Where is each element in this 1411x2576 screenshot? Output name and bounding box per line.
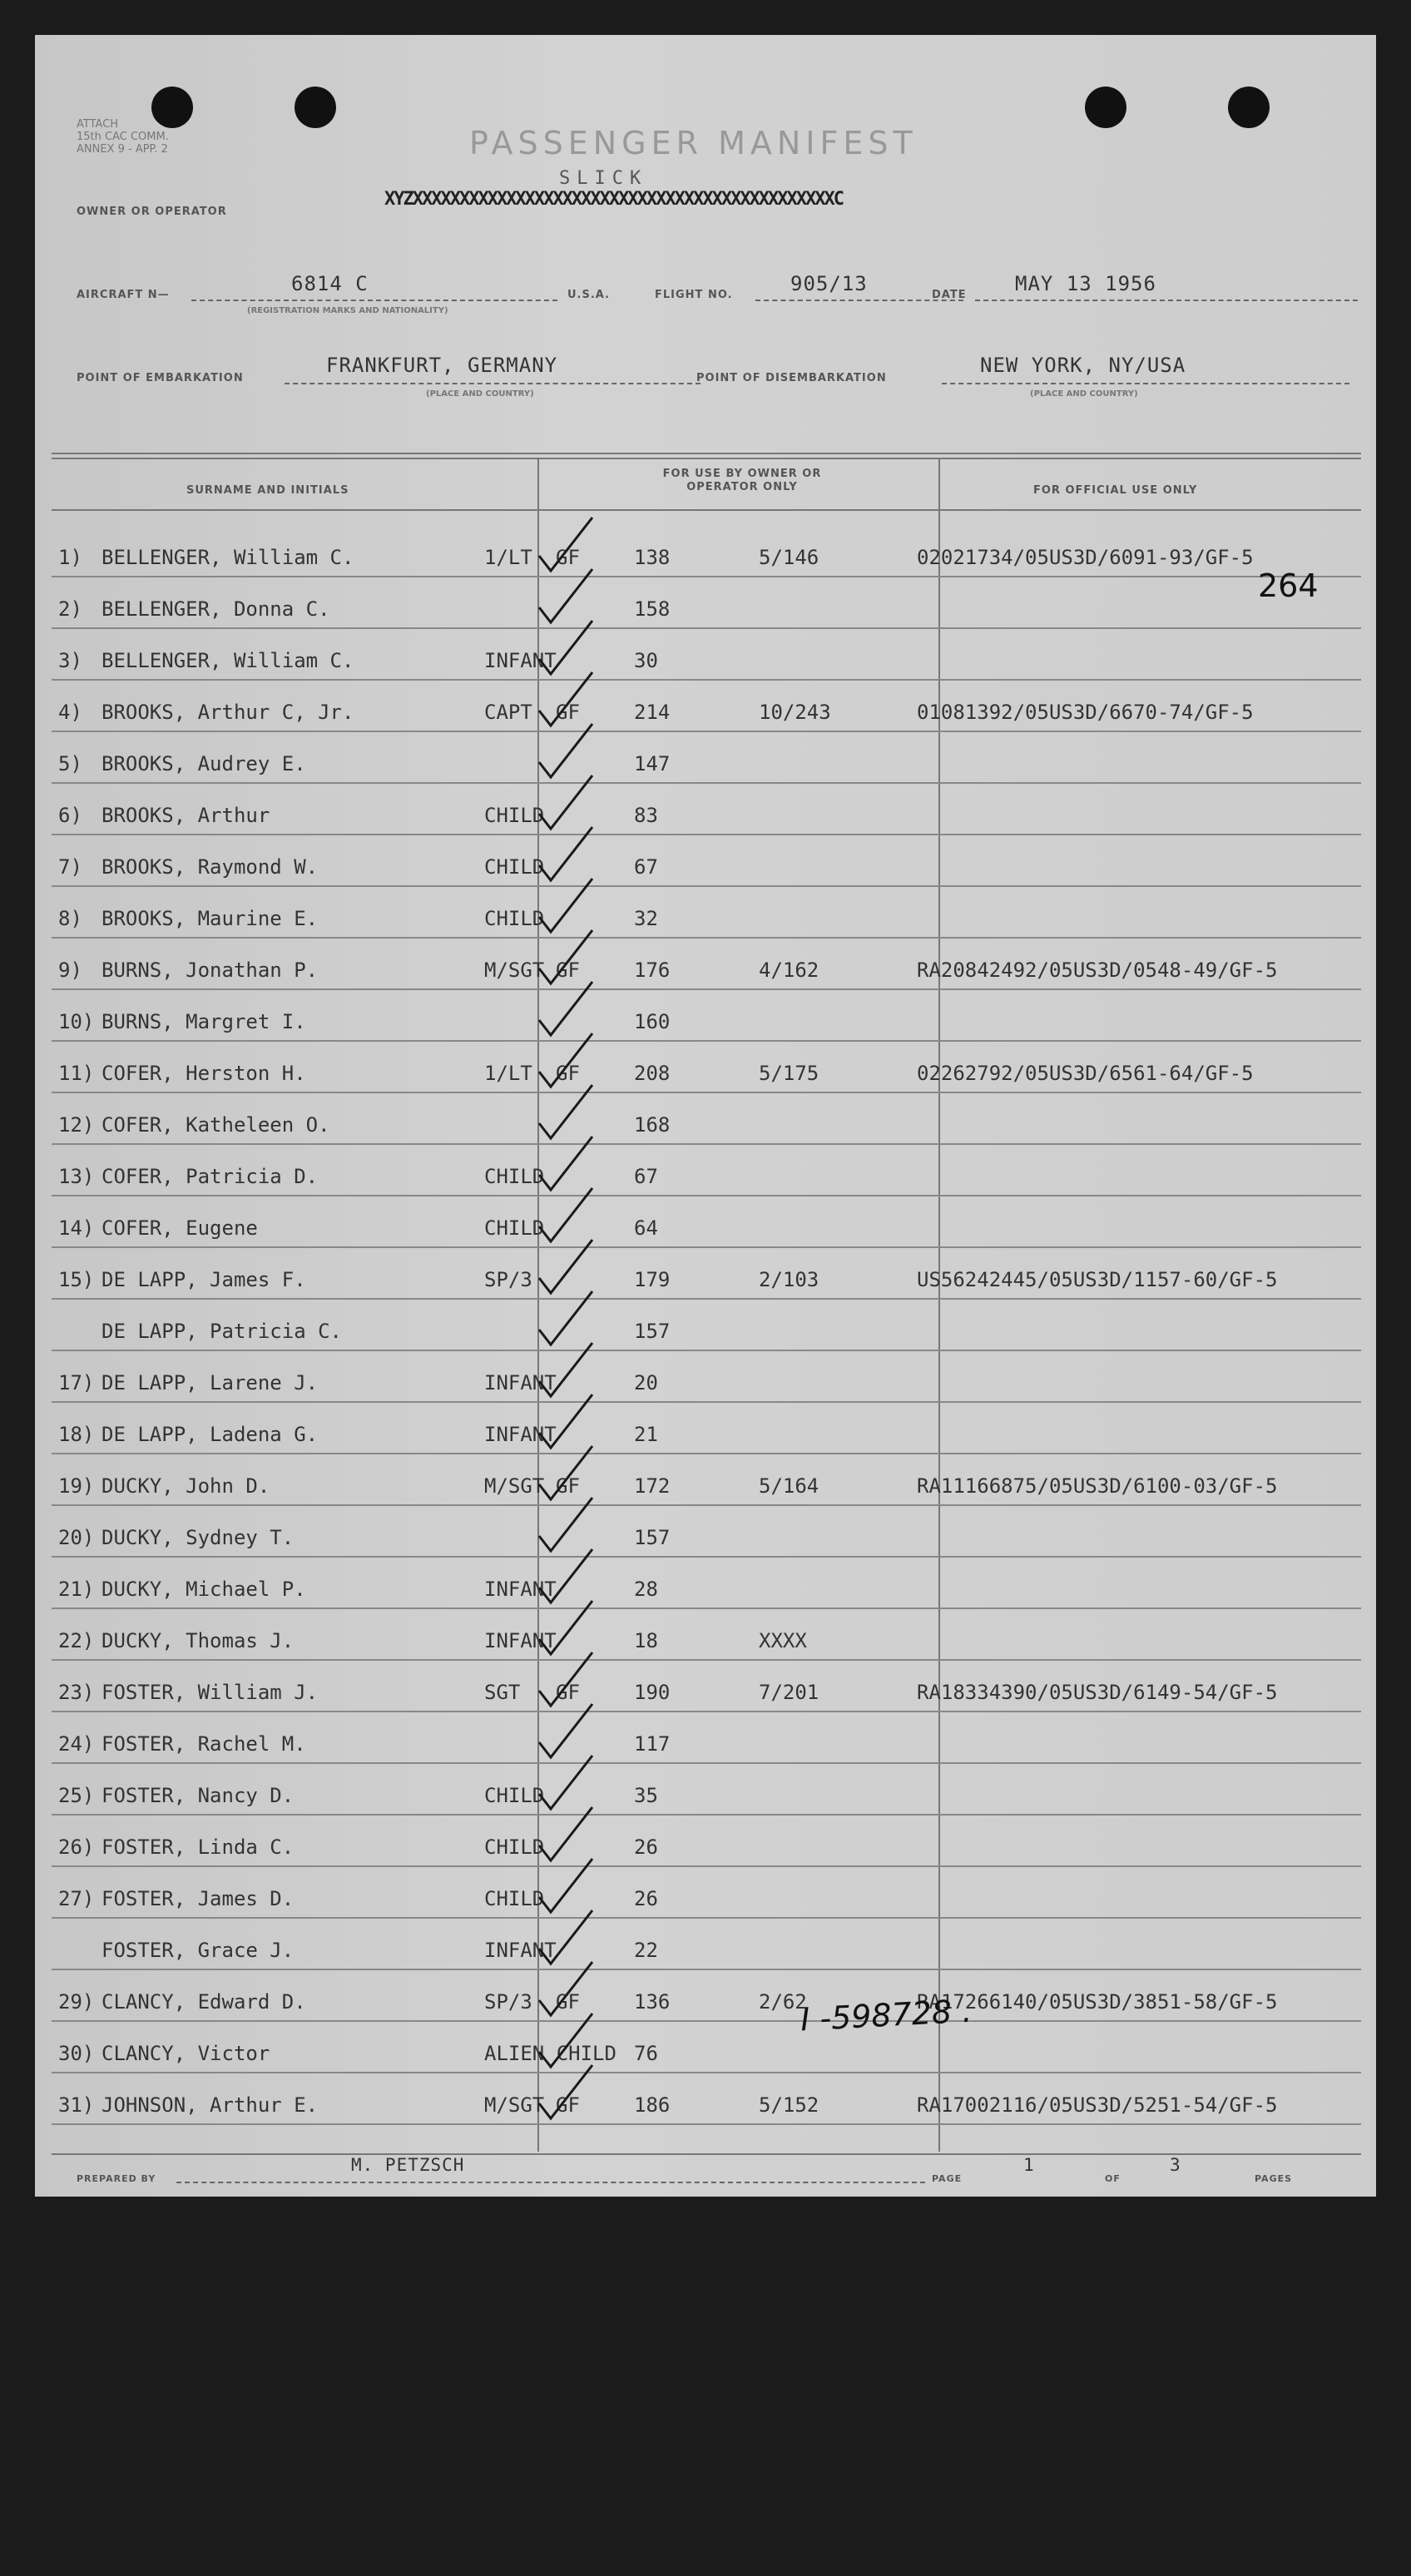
passenger-weight: 172	[634, 1474, 671, 1498]
checkmark-icon	[539, 1240, 592, 1293]
passenger-weight: 157	[634, 1320, 671, 1343]
passenger-status: CHILD	[484, 1165, 545, 1188]
passenger-status: CHILD	[484, 1216, 545, 1240]
checkmark-icon	[539, 1549, 592, 1603]
row-number: 24)	[58, 1732, 95, 1756]
checkmark-icon	[539, 1446, 592, 1499]
checkmark-icon	[539, 1652, 592, 1706]
row-number: 5)	[58, 752, 82, 775]
official-reference: RA18334390/05US3D/6149-54/GF-5	[917, 1681, 1278, 1704]
row-number: 3)	[58, 649, 82, 672]
checkmark-icon	[539, 724, 592, 777]
registration-caption: (REGISTRATION MARKS AND NATIONALITY)	[247, 306, 448, 315]
row-number: 14)	[58, 1216, 95, 1240]
row-number: 6)	[58, 804, 82, 827]
row-number: 17)	[58, 1371, 95, 1395]
official-reference: RA11166875/05US3D/6100-03/GF-5	[917, 1474, 1278, 1498]
row-number: 8)	[58, 907, 82, 930]
passenger-weight: 83	[634, 804, 658, 827]
row-number: 31)	[58, 2093, 95, 2117]
passenger-status: M/SGT	[484, 1474, 545, 1498]
checkmark-icon	[539, 1188, 592, 1241]
passenger-status: CHILD	[484, 1887, 545, 1910]
checkmark-icon	[539, 1704, 592, 1757]
passenger-weight: 67	[634, 855, 658, 879]
row-number: 4)	[58, 701, 82, 724]
passenger-status: CHILD	[484, 907, 545, 930]
checkmark-icon	[539, 1807, 592, 1860]
status-code: GF	[556, 546, 580, 569]
row-number: 9)	[58, 959, 82, 982]
page-label: PAGE	[932, 2173, 963, 2184]
status-code: GF	[556, 1990, 580, 2014]
prepared-label: PREPARED BY	[77, 2173, 156, 2184]
passenger-status: SGT	[484, 1681, 521, 1704]
passenger-weight: 179	[634, 1268, 671, 1291]
passenger-name: DUCKY, John D.	[101, 1474, 270, 1498]
row-number: 10)	[58, 1010, 95, 1033]
passenger-weight: 20	[634, 1371, 658, 1395]
status-code: GF	[556, 1062, 580, 1085]
row-number: 15)	[58, 1268, 95, 1291]
passenger-status: CHILD	[484, 804, 545, 827]
passenger-name: COFER, Eugene	[101, 1216, 258, 1240]
passenger-status: 1/LT	[484, 546, 532, 569]
passenger-weight: 186	[634, 2093, 671, 2117]
prepared-value: M. PETZSCH	[351, 2155, 465, 2175]
passenger-weight: 138	[634, 546, 671, 569]
passenger-status: CHILD	[484, 1835, 545, 1859]
status-code: GF	[556, 1681, 580, 1704]
owner-reference: 4/162	[759, 959, 819, 982]
passenger-status: INFANT	[484, 649, 557, 672]
passenger-weight: 76	[634, 2042, 658, 2065]
row-number: 12)	[58, 1113, 95, 1137]
owner-reference: 5/152	[759, 2093, 819, 2117]
passenger-status: INFANT	[484, 1939, 557, 1962]
passenger-status: M/SGT	[484, 959, 545, 982]
date-value: MAY 13 1956	[1015, 272, 1156, 295]
checkmark-icon	[539, 1033, 592, 1087]
checkmark-icon	[539, 879, 592, 932]
passenger-status: INFANT	[484, 1629, 557, 1652]
passenger-name: FOSTER, Nancy D.	[101, 1784, 295, 1807]
official-reference: RA17266140/05US3D/3851-58/GF-5	[917, 1990, 1278, 2014]
passenger-name: DUCKY, Michael P.	[101, 1578, 306, 1601]
status-code: GF	[556, 2093, 580, 2117]
passenger-name: BROOKS, Arthur C, Jr.	[101, 701, 354, 724]
page-value: 1	[1023, 2155, 1035, 2175]
owner-value: XYZXXXXXXXXXXXXXXXXXXXXXXXXXXXXXXXXXXXXXXXXXXXXXC	[384, 189, 844, 210]
checkmark-icon	[539, 1085, 592, 1138]
checkmark-icon	[539, 1910, 592, 1964]
passenger-weight: 35	[634, 1784, 658, 1807]
passenger-weight: 67	[634, 1165, 658, 1188]
flight-label: FLIGHT NO.	[655, 289, 733, 301]
owner-reference: 5/164	[759, 1474, 819, 1498]
passenger-weight: 28	[634, 1578, 658, 1601]
passenger-weight: 157	[634, 1526, 671, 1549]
id-number-annotation: I -598728 .	[799, 1992, 973, 2039]
form-code-line: ATTACH	[77, 118, 119, 131]
passenger-status: INFANT	[484, 1578, 557, 1601]
passenger-weight: 160	[634, 1010, 671, 1033]
form-code-line: 15th CAC COMM.	[77, 131, 169, 143]
status-code: GF	[556, 1474, 580, 1498]
manifest-sheet	[35, 35, 1376, 2197]
passenger-name: DUCKY, Thomas J.	[101, 1629, 295, 1652]
passenger-status: M/SGT	[484, 2093, 545, 2117]
passenger-name: BELLENGER, William C.	[101, 649, 354, 672]
passenger-weight: 208	[634, 1062, 671, 1085]
passenger-name: DE LAPP, James F.	[101, 1268, 306, 1291]
row-number: 23)	[58, 1681, 95, 1704]
usa-label: U.S.A.	[567, 289, 611, 301]
passenger-status: INFANT	[484, 1371, 557, 1395]
passenger-weight: 21	[634, 1423, 658, 1446]
passenger-name: COFER, Herston H.	[101, 1062, 306, 1085]
checkmarks-layer	[35, 35, 1376, 2197]
passenger-weight: 64	[634, 1216, 658, 1240]
row-number: 26)	[58, 1835, 95, 1859]
passenger-name: DE LAPP, Patricia C.	[101, 1320, 342, 1343]
owner-label: OWNER OR OPERATOR	[77, 206, 227, 218]
passenger-weight: 176	[634, 959, 671, 982]
col-owner-header: FOR USE BY OWNER OR OPERATOR ONLY	[662, 468, 822, 493]
col-surname-header: SURNAME AND INITIALS	[186, 484, 349, 497]
flight-value: 905/13	[790, 272, 868, 295]
passenger-name: BELLENGER, William C.	[101, 546, 354, 569]
checkmark-icon	[539, 1395, 592, 1448]
checkmark-icon	[539, 1343, 592, 1396]
official-reference: 02262792/05US3D/6561-64/GF-5	[917, 1062, 1254, 1085]
official-reference: RA20842492/05US3D/0548-49/GF-5	[917, 959, 1278, 982]
checkmark-icon	[539, 1962, 592, 2015]
passenger-name: BROOKS, Arthur	[101, 804, 270, 827]
official-reference: 02021734/05US3D/6091-93/GF-5	[917, 546, 1254, 569]
row-number: 13)	[58, 1165, 95, 1188]
embark-caption: (PLACE AND COUNTRY)	[426, 389, 534, 399]
disembark-label: POINT OF DISEMBARKATION	[696, 372, 887, 384]
slick-label: SLICK	[559, 168, 648, 189]
checkmark-icon	[539, 982, 592, 1035]
checkmark-icon	[539, 518, 592, 571]
form-code-line: ANNEX 9 - APP. 2	[77, 143, 168, 156]
owner-reference: 7/201	[759, 1681, 819, 1704]
aircraft-value: 6814 C	[291, 272, 369, 295]
passenger-weight: 168	[634, 1113, 671, 1137]
checkmark-icon	[539, 1498, 592, 1551]
row-number: 27)	[58, 1887, 95, 1910]
row-number: 1)	[58, 546, 82, 569]
disembark-caption: (PLACE AND COUNTRY)	[1030, 389, 1138, 399]
checkmark-icon	[539, 1137, 592, 1190]
passenger-name: COFER, Patricia D.	[101, 1165, 319, 1188]
passenger-status: INFANT	[484, 1423, 557, 1446]
row-number: 22)	[58, 1629, 95, 1652]
checkmark-icon	[539, 775, 592, 829]
checkmark-icon	[539, 1859, 592, 1912]
row-number: 11)	[58, 1062, 95, 1085]
passenger-weight: 214	[634, 701, 671, 724]
passenger-weight: 26	[634, 1887, 658, 1910]
owner-reference: 5/175	[759, 1062, 819, 1085]
col-official-header: FOR OFFICIAL USE ONLY	[1033, 484, 1198, 497]
date-label: DATE	[932, 289, 967, 301]
checkmark-icon	[539, 1756, 592, 1809]
row-number: 20)	[58, 1526, 95, 1549]
official-reference: 01081392/05US3D/6670-74/GF-5	[917, 701, 1254, 724]
row-number: 30)	[58, 2042, 95, 2065]
aircraft-label: AIRCRAFT N—	[77, 289, 170, 301]
passenger-name: COFER, Katheleen O.	[101, 1113, 330, 1137]
row-number: 21)	[58, 1578, 95, 1601]
footer-rule	[52, 2153, 1361, 2155]
checkmark-icon	[539, 2065, 592, 2118]
passenger-weight: 18	[634, 1629, 658, 1652]
passenger-name: DUCKY, Sydney T.	[101, 1526, 295, 1549]
row-number: 25)	[58, 1784, 95, 1807]
checkmark-icon	[539, 827, 592, 880]
passenger-name: BELLENGER, Donna C.	[101, 597, 330, 621]
checkmark-icon	[539, 621, 592, 674]
row-number: 7)	[58, 855, 82, 879]
prepared-underline	[176, 2182, 925, 2183]
of-value: 3	[1170, 2155, 1181, 2175]
official-reference: RA17002116/05US3D/5251-54/GF-5	[917, 2093, 1278, 2117]
disembark-value: NEW YORK, NY/USA	[980, 354, 1186, 377]
passenger-name: BURNS, Jonathan P.	[101, 959, 319, 982]
passenger-name: FOSTER, James D.	[101, 1887, 295, 1910]
page-title: PASSENGER MANIFEST	[469, 125, 918, 161]
passenger-status: CAPT	[484, 701, 532, 724]
passenger-name: BROOKS, Audrey E.	[101, 752, 306, 775]
passenger-name: DE LAPP, Larene J.	[101, 1371, 319, 1395]
passenger-status: CHILD	[484, 1784, 545, 1807]
passenger-weight: 190	[634, 1681, 671, 1704]
checkmark-icon	[539, 569, 592, 622]
embark-value: FRANKFURT, GERMANY	[326, 354, 558, 377]
checkmark-icon	[539, 672, 592, 726]
passenger-status: ALIEN CHILD	[484, 2042, 616, 2065]
passenger-status: SP/3	[484, 1268, 532, 1291]
owner-reference: XXXX	[759, 1629, 807, 1652]
pages-label: PAGES	[1255, 2173, 1293, 2184]
passenger-name: FOSTER, William J.	[101, 1681, 319, 1704]
passenger-weight: 136	[634, 1990, 671, 2014]
status-code: GF	[556, 959, 580, 982]
passenger-weight: 22	[634, 1939, 658, 1962]
passenger-name: DE LAPP, Ladena G.	[101, 1423, 319, 1446]
passenger-name: CLANCY, Edward D.	[101, 1990, 306, 2014]
passenger-weight: 26	[634, 1835, 658, 1859]
passenger-name: FOSTER, Linda C.	[101, 1835, 295, 1859]
checkmark-icon	[539, 1291, 592, 1345]
passenger-name: FOSTER, Grace J.	[101, 1939, 295, 1962]
passenger-weight: 32	[634, 907, 658, 930]
owner-reference: 5/146	[759, 546, 819, 569]
passenger-status: CHILD	[484, 855, 545, 879]
passenger-weight: 158	[634, 597, 671, 621]
owner-reference: 2/62	[759, 1990, 807, 2014]
checkmark-icon	[539, 1601, 592, 1654]
row-number: 29)	[58, 1990, 95, 2014]
passenger-name: BROOKS, Raymond W.	[101, 855, 319, 879]
passenger-status: SP/3	[484, 1990, 532, 2014]
passenger-name: JOHNSON, Arthur E.	[101, 2093, 319, 2117]
passenger-name: BROOKS, Maurine E.	[101, 907, 319, 930]
passenger-name: BURNS, Margret I.	[101, 1010, 306, 1033]
passenger-weight: 147	[634, 752, 671, 775]
row-number: 19)	[58, 1474, 95, 1498]
of-label: OF	[1105, 2173, 1121, 2184]
row-number: 2)	[58, 597, 82, 621]
official-reference: US56242445/05US3D/1157-60/GF-5	[917, 1268, 1278, 1291]
owner-reference: 10/243	[759, 701, 831, 724]
owner-reference: 2/103	[759, 1268, 819, 1291]
status-code: GF	[556, 701, 580, 724]
passenger-weight: 117	[634, 1732, 671, 1756]
checkmark-icon	[539, 2014, 592, 2067]
passenger-status: 1/LT	[484, 1062, 532, 1085]
checkmark-icon	[539, 930, 592, 983]
passenger-name: CLANCY, Victor	[101, 2042, 270, 2065]
passenger-name: FOSTER, Rachel M.	[101, 1732, 306, 1756]
row-number: 18)	[58, 1423, 95, 1446]
passenger-weight: 30	[634, 649, 658, 672]
embark-label: POINT OF EMBARKATION	[77, 372, 244, 384]
page-number-annotation: 264	[1258, 567, 1319, 604]
